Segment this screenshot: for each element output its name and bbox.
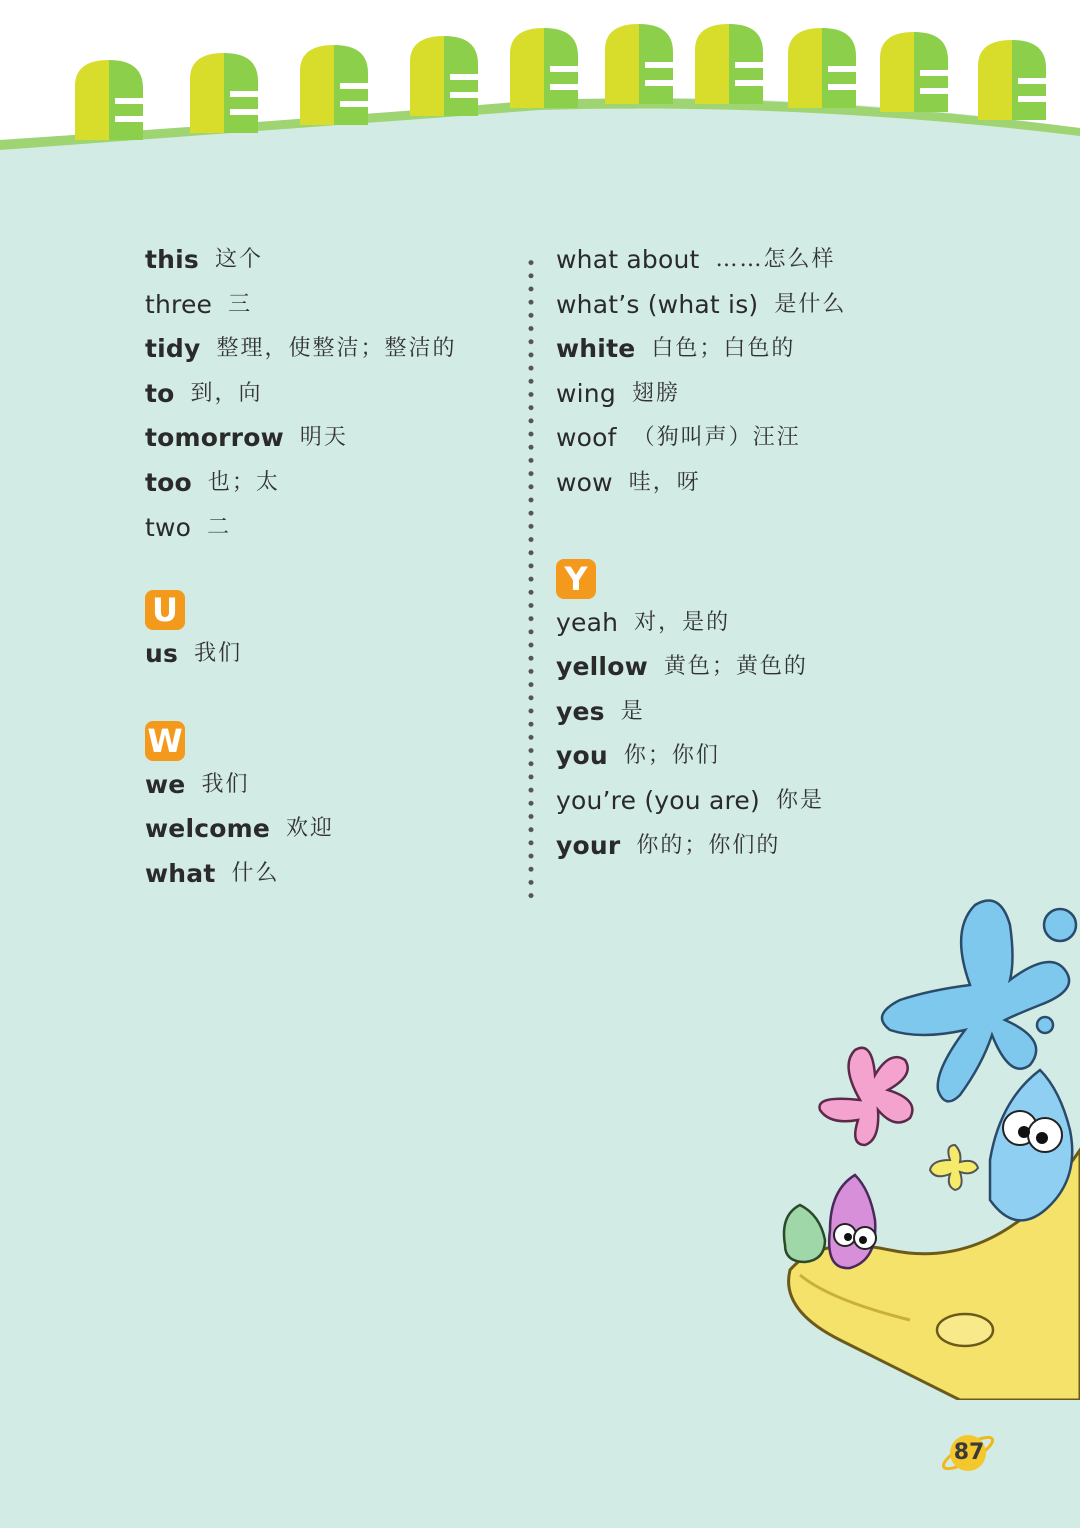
list-item: wow 哇，呀 [556,467,701,497]
list-item: too 也；太 [145,467,280,497]
header-tab-icon [605,24,673,104]
left-column [145,238,515,897]
letter-badge-u: U [145,590,185,630]
list-item: yeah 对，是的 [556,607,731,637]
list-item: what’s (what is) 是什么 [556,289,847,319]
header-tab-icon [788,28,856,108]
header-tab-icon [880,32,948,112]
header-tab-icon [190,53,258,133]
header-tab-icon [978,40,1046,120]
dotted-divider [528,256,534,902]
list-item: what about ……怎么样 [556,245,836,274]
pink-splash-icon [820,1048,913,1145]
list-item: you 你；你们 [556,741,720,771]
cartoon-illustration [760,890,1080,1400]
list-item: woof （狗叫声）汪汪 [556,423,801,453]
header-tab-icon [695,24,763,104]
list-item: two 二 [145,512,232,542]
right-column [556,238,976,868]
header-decoration [0,0,1080,170]
list-item: wing 翅膀 [556,378,680,408]
list-item: three 三 [145,289,253,319]
yellow-star-icon [930,1145,978,1190]
list-item: you’re (you are) 你是 [556,785,824,815]
section-gap [556,506,976,559]
list-item: us 我们 [145,639,243,669]
list-item: tidy 整理，使整洁；整洁的 [145,334,457,364]
header-tab-icon [410,36,478,116]
purple-droplet-character [829,1175,876,1268]
list-item: welcome 欢迎 [145,814,335,844]
page-number [940,1428,1000,1478]
header-tab-icon [300,45,368,125]
list-item: your 你的；你们的 [556,830,781,860]
list-item: to 到，向 [145,378,263,408]
blue-splash-icon [882,901,1076,1102]
list-item: this 这个 [145,245,264,274]
section-gap [145,550,515,590]
letter-badge-y: Y [556,559,596,599]
letter-badge-w: W [145,721,185,761]
list-item: what 什么 [145,858,280,888]
page-number-text: 87 [953,1440,985,1465]
list-item: tomorrow 明天 [145,423,348,453]
list-item: white 白色；白色的 [556,334,796,364]
section-gap [145,677,515,721]
header-tab-icon [510,28,578,108]
list-item: yellow 黄色；黄色的 [556,652,808,682]
list-item: we 我们 [145,769,250,799]
list-item: yes 是 [556,696,645,726]
header-tab-icon [75,60,143,140]
green-droplet-character [784,1205,825,1262]
